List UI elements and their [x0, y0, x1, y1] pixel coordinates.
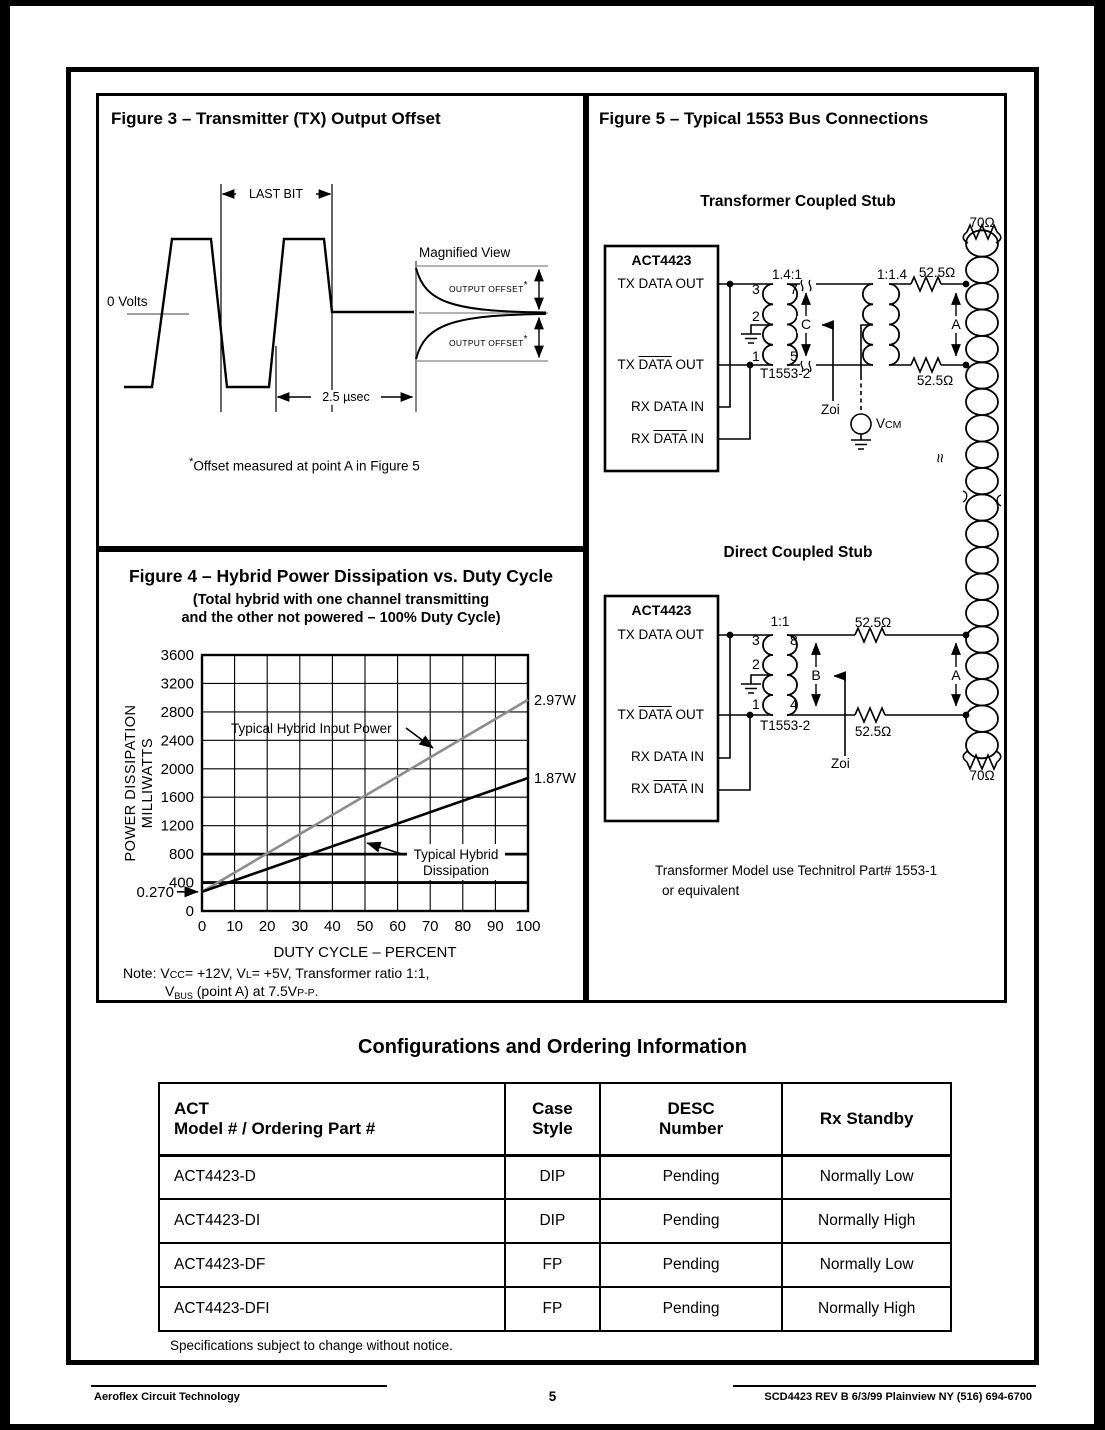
offset-star-lower: *	[523, 334, 528, 345]
y-tick-label: 400	[168, 874, 194, 892]
bus-cable-loop	[966, 468, 998, 494]
x-tick-label: 30	[291, 918, 309, 935]
stub1-point-c: C	[797, 316, 815, 333]
pin-seg: OUT	[671, 357, 704, 372]
pulse-width-label: 2.5 µsec	[311, 390, 381, 405]
footer-rule-right	[733, 1385, 1036, 1387]
bus-cable-loop	[966, 706, 998, 732]
cell-rx: Normally High	[782, 1287, 951, 1331]
vcm-v: V	[876, 416, 886, 431]
stub1-zoi-label: Zoi	[821, 402, 840, 417]
series-label-dissipation-2: Dissipation	[422, 863, 490, 878]
stub1-ratio-left: 1.4:1	[771, 267, 803, 282]
figure3-panel	[96, 93, 586, 549]
cell-rx: Normally Low	[782, 1243, 951, 1287]
stub1-pin-tx-ndata-out	[617, 357, 704, 372]
stub1-ratio-right: 1:1.4	[876, 267, 908, 282]
bus-cable-loop	[966, 257, 998, 283]
stub2-pin4: 4	[790, 696, 798, 712]
stub2-point-a: A	[947, 667, 965, 684]
cell-model: ACT4423-DFI	[159, 1287, 505, 1331]
stub1-resistor-bottom: 52.5Ω	[916, 373, 954, 388]
ordering-table	[158, 1082, 952, 1332]
bus-cable-loop	[966, 415, 998, 441]
bus-cable-loop	[966, 574, 998, 600]
x-tick-label: 90	[487, 918, 504, 935]
footer-rule-left	[91, 1385, 387, 1387]
bus-cable-loop	[966, 389, 998, 415]
bus-cable-loop	[966, 283, 998, 309]
y-axis-label-2: MILLIWATTS	[140, 737, 156, 829]
scan-edge-right	[1094, 0, 1105, 1430]
col-header-model	[159, 1083, 505, 1155]
pin-seg: TX	[617, 357, 639, 372]
footer-page-number: 5	[548, 1389, 557, 1404]
stub1-pin-rx-ndata-in	[631, 431, 704, 446]
magnified-view-label: Magnified View	[419, 245, 511, 260]
input-power-arrow	[406, 728, 433, 748]
table-row	[159, 1287, 951, 1331]
stub2-pin-rx-data-in: RX DATA IN	[630, 749, 704, 764]
start-value-label: 0.270	[136, 883, 174, 901]
pin-seg: OUT	[671, 707, 704, 722]
pin-seg-overline: DATA	[638, 707, 672, 722]
note-seg-l: L	[245, 969, 252, 981]
footer-doc-info: SCD4423 REV B 6/3/99 Plainview NY (516) 694-6700	[764, 1391, 1032, 1403]
stub1-heading: Transformer Coupled Stub	[700, 193, 896, 210]
bus-cable-loop	[966, 679, 998, 705]
note-seg: = +12V, V	[184, 965, 246, 981]
x-tick-label: 20	[258, 918, 276, 935]
header-line: Case	[532, 1098, 573, 1118]
stub2-pin8: 8	[790, 632, 798, 648]
pin-seg-overline: DATA	[653, 431, 687, 446]
stub1-point-a: A	[947, 316, 965, 333]
stub1-pin3: 3	[752, 281, 760, 297]
y-tick-label: 0	[185, 903, 194, 920]
y-tick-label: 1600	[160, 789, 194, 807]
stub1-resistor-top: 52.5Ω	[918, 265, 956, 280]
output-offset-upper-text: OUTPUT OFFSET	[449, 283, 524, 294]
note-seg-pp: P-P	[297, 987, 315, 999]
stub1-pin2: 2	[752, 308, 760, 324]
bus-cable-loop	[966, 310, 998, 336]
footnote-text: Offset measured at point A in Figure 5	[193, 458, 420, 474]
note-seg: V	[165, 983, 175, 999]
header-line: ACT	[174, 1098, 209, 1118]
bus-cable	[963, 225, 1001, 769]
x-tick-label: 70	[421, 918, 439, 935]
bus-cable-loop	[966, 230, 998, 256]
series-label-dissipation-1: Typical Hybrid	[413, 847, 499, 862]
figure5-panel	[586, 93, 1007, 1003]
cell-rx: Normally Low	[782, 1155, 951, 1199]
table-row	[159, 1243, 951, 1287]
bus-cable-loop	[966, 442, 998, 468]
figure5-note-line2: or equivalent	[662, 883, 740, 898]
note-seg: Note: V	[123, 965, 170, 981]
figure4-panel	[96, 549, 586, 1003]
stub1-vcm-label	[876, 416, 901, 432]
figure4-subtitle-1: (Total hybrid with one channel transmitting	[192, 592, 490, 608]
table-row	[159, 1155, 951, 1199]
y-tick-label: 2000	[160, 760, 194, 778]
pin-seg: TX	[617, 707, 639, 722]
stub2-heading: Direct Coupled Stub	[723, 544, 873, 561]
col-header-rx-standby: Rx Standby	[782, 1083, 951, 1155]
cell-desc: Pending	[600, 1199, 783, 1243]
note-seg: .	[314, 983, 319, 999]
output-offset-lower-label	[449, 334, 528, 348]
bus-cable-loop	[966, 336, 998, 362]
cell-case: FP	[505, 1287, 600, 1331]
scan-edge-bottom	[0, 1424, 1105, 1430]
y-tick-label: 3600	[160, 647, 194, 664]
figure3-title: Figure 3 – Transmitter (TX) Output Offset	[111, 109, 441, 128]
pin-seg-overline: DATA	[638, 357, 672, 372]
tx-waveform-diagram	[99, 96, 583, 546]
stub2-transformer-part: T1553-2	[760, 718, 811, 733]
pin-seg: IN	[686, 431, 704, 446]
figure4-note-line2	[165, 983, 319, 1002]
pin-seg-overline: DATA	[653, 781, 687, 796]
header-line: Model # / Ordering Part #	[174, 1118, 376, 1138]
ordering-footnote: Specifications subject to change without notice.	[170, 1338, 453, 1353]
stub2-pin2: 2	[752, 656, 760, 672]
note-seg: = +5V, Transformer ratio 1:1,	[251, 965, 430, 981]
bus-cable-loop	[966, 494, 998, 520]
stub2-resistor-bottom: 52.5Ω	[854, 724, 892, 739]
col-header-case	[505, 1083, 600, 1155]
cell-model: ACT4423-DF	[159, 1243, 505, 1287]
cell-case: FP	[505, 1243, 600, 1287]
y-tick-label: 1200	[160, 817, 194, 835]
y-tick-label: 2800	[160, 703, 194, 721]
y-tick-label: 3200	[160, 675, 194, 693]
stub1-pin-rx-data-in: RX DATA IN	[630, 399, 704, 414]
y-tick-label: 800	[168, 846, 194, 864]
x-tick-label: 60	[389, 918, 406, 935]
figure5-note-line1: Transformer Model use Technitrol Part# 1553-1	[655, 863, 938, 878]
bus-resistor-bottom-label: 70Ω	[969, 768, 995, 783]
cell-case: DIP	[505, 1155, 600, 1199]
x-tick-label: 40	[324, 918, 341, 935]
cell-model: ACT4423-D	[159, 1155, 505, 1199]
figure3-footnote	[189, 456, 420, 474]
ordering-header-row	[159, 1083, 951, 1155]
figure4-subtitle-2: and the other not powered – 100% Duty Cycle)	[181, 610, 501, 626]
bus-cable-loop	[966, 521, 998, 547]
bus-break-symbol: ≈	[930, 453, 950, 463]
x-tick-label: 80	[454, 918, 472, 935]
stub2-point-b: B	[807, 667, 825, 684]
x-tick-label: 100	[515, 918, 541, 935]
y-axis-label-1: POWER DISSIPATION	[123, 704, 139, 862]
cell-rx: Normally High	[782, 1199, 951, 1243]
pin-seg: IN	[686, 781, 704, 796]
y-tick-label: 2400	[160, 732, 194, 750]
last-bit-label: LAST BIT	[236, 187, 316, 202]
header-line: Number	[658, 1118, 724, 1138]
power-dissipation-chart	[99, 552, 583, 1000]
table-row	[159, 1199, 951, 1243]
figure5-title: Figure 5 – Typical 1553 Bus Connections	[599, 109, 929, 128]
figure4-title: Figure 4 – Hybrid Power Dissipation vs. Duty Cycle	[128, 566, 553, 586]
header-line: Style	[532, 1118, 573, 1138]
figure4-note-line1	[123, 965, 429, 982]
stub2-pin-tx-data-out: TX DATA OUT	[617, 627, 704, 642]
bus-cable-loop	[966, 653, 998, 679]
vcm-sub: CM	[885, 419, 902, 431]
stub1-transformer-part: T1553-2	[760, 366, 811, 381]
cell-desc: Pending	[600, 1287, 783, 1331]
x-tick-label: 50	[356, 918, 374, 935]
zero-volts-label: 0 Volts	[107, 294, 148, 309]
series-end-label: 2.97W	[534, 692, 576, 709]
x-tick-label: 0	[197, 918, 207, 935]
series-end-label: 1.87W	[534, 771, 576, 788]
pin-seg: RX	[630, 431, 654, 446]
stub1-pin5: 5	[790, 348, 798, 364]
stub1-chip-name: ACT4423	[631, 252, 692, 268]
stub2-ratio: 1:1	[770, 614, 790, 629]
stub1-pin1: 1	[752, 348, 760, 364]
scan-edge-left	[0, 0, 10, 1430]
stub2-pin1: 1	[752, 696, 760, 712]
stub2-resistor-top: 52.5Ω	[854, 615, 892, 630]
cell-desc: Pending	[600, 1243, 783, 1287]
bus-cable-loop	[966, 732, 998, 758]
stub2-pin-rx-ndata-in	[631, 781, 704, 796]
scan-edge-top	[0, 0, 1105, 6]
stub1-pin7: 7	[790, 281, 798, 297]
note-seg-bus: BUS	[174, 991, 193, 1001]
note-seg: (point A) at 7.5V	[192, 983, 298, 999]
footnote-star: *	[189, 456, 194, 468]
bus-cable-loop	[966, 547, 998, 573]
cell-case: DIP	[505, 1199, 600, 1243]
series-label-input-power: Typical Hybrid Input Power	[231, 721, 392, 736]
stub2-chip-name: ACT4423	[631, 602, 692, 618]
stub2-pin-tx-ndata-out	[617, 707, 704, 722]
footer-company: Aeroflex Circuit Technology	[94, 1391, 240, 1403]
bus-cable-loop	[966, 626, 998, 652]
x-axis-label: DUTY CYCLE – PERCENT	[273, 944, 457, 961]
header-line: DESC	[667, 1098, 715, 1118]
col-header-desc	[600, 1083, 783, 1155]
stub1-pin-tx-data-out: TX DATA OUT	[617, 276, 704, 291]
ordering-title: Configurations and Ordering Information	[358, 1036, 747, 1058]
bus-resistor-top-label: 70Ω	[969, 215, 995, 230]
pin-seg: RX	[630, 781, 654, 796]
output-offset-upper-label	[449, 280, 528, 294]
x-tick-label: 10	[226, 918, 243, 935]
stub2-zoi-label: Zoi	[831, 756, 850, 771]
cell-desc: Pending	[600, 1155, 783, 1199]
bus-cable-loop	[966, 362, 998, 388]
note-seg-cc: CC	[169, 969, 185, 981]
cell-model: ACT4423-DI	[159, 1199, 505, 1243]
offset-star-upper: *	[523, 280, 528, 291]
output-offset-lower-text: OUTPUT OFFSET	[449, 337, 524, 348]
bus-cable-loop	[966, 600, 998, 626]
stub2-pin3: 3	[752, 632, 760, 648]
